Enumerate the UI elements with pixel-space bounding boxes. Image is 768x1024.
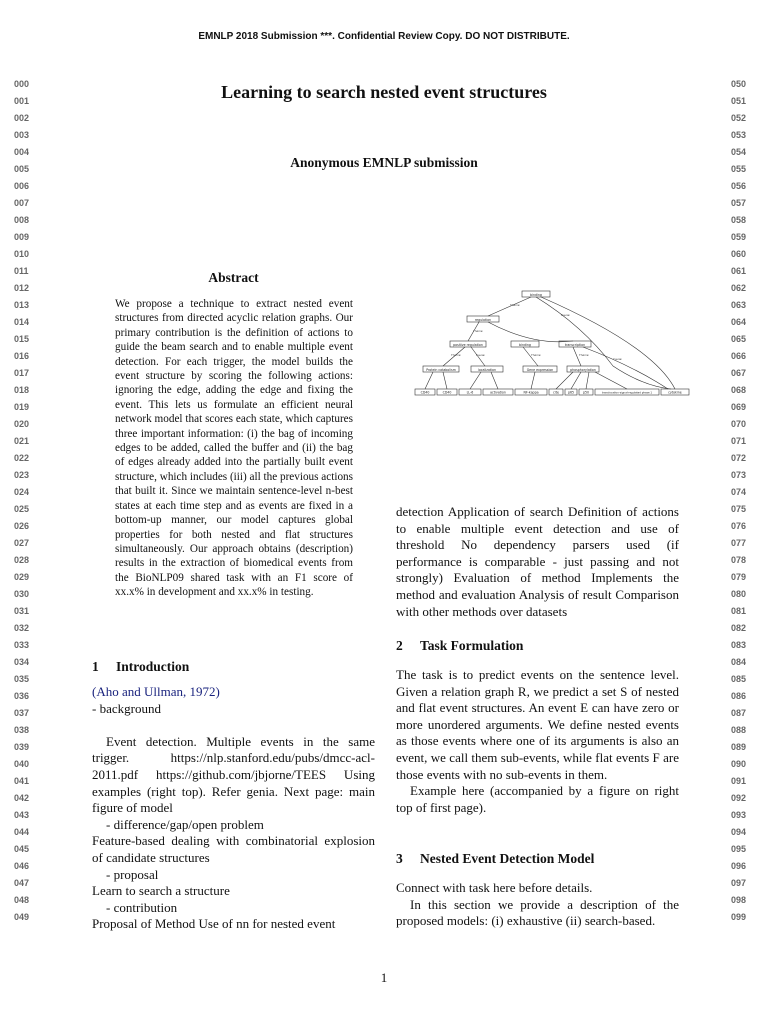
intro-line: - contribution (106, 899, 178, 915)
figure-node-label: binding (519, 342, 531, 347)
line-number: 008 (14, 215, 30, 225)
line-number: 012 (14, 283, 30, 293)
line-numbers-left (14, 76, 48, 926)
line-number: 076 (731, 521, 747, 531)
line-number: 097 (731, 878, 747, 888)
line-number: 040 (14, 759, 30, 769)
figure-node-label: transcription (564, 342, 586, 347)
line-number: 023 (14, 470, 30, 480)
line-number: 071 (731, 436, 747, 446)
figure-edge (595, 372, 627, 389)
line-number: 067 (731, 368, 747, 378)
figure-edge-label: Theme (473, 329, 483, 333)
section-title: Introduction (116, 659, 190, 674)
section-heading-model (396, 851, 594, 867)
line-number: 033 (14, 640, 30, 650)
figure-node-label: binding (530, 292, 542, 297)
line-number: 094 (731, 827, 747, 837)
line-number: 053 (731, 130, 747, 140)
line-number: 074 (731, 487, 747, 497)
line-number: 025 (14, 504, 30, 514)
line-number: 092 (731, 793, 747, 803)
line-number: 017 (14, 368, 30, 378)
line-number: 018 (14, 385, 30, 395)
line-number: 089 (731, 742, 747, 752)
line-number: 066 (731, 351, 747, 361)
line-number: 027 (14, 538, 30, 548)
line-number: 002 (14, 113, 30, 123)
line-number: 005 (14, 164, 30, 174)
intro-line: Feature-based dealing with combinatorial explosion of candidate structures (92, 833, 375, 865)
figure-node-label: regulation (474, 317, 492, 322)
line-number: 030 (14, 589, 30, 599)
figure-token-label: cytokine (668, 390, 682, 395)
line-number: 087 (731, 708, 747, 718)
figure-edge (470, 372, 481, 389)
figure-node-label: phosphorylation (570, 367, 596, 372)
line-numbers-right (731, 76, 765, 926)
line-number: 098 (731, 895, 747, 905)
line-number: 043 (14, 810, 30, 820)
figure-token-label: LL-6 (466, 390, 474, 395)
line-number: 068 (731, 385, 747, 395)
line-number: 001 (14, 96, 30, 106)
page-number: 1 (380, 970, 388, 985)
line-number: 026 (14, 521, 30, 531)
figure-edge-label: Cause (561, 313, 570, 317)
line-number: 038 (14, 725, 30, 735)
line-number: 003 (14, 130, 30, 140)
line-number: 055 (731, 164, 747, 174)
figure-edge (586, 372, 589, 389)
figure-edge (491, 372, 498, 389)
intro-line: - proposal (106, 866, 159, 882)
line-number: 028 (14, 555, 30, 565)
line-number: 037 (14, 708, 30, 718)
line-number: 077 (731, 538, 747, 548)
line-number: 016 (14, 351, 30, 361)
line-number: 054 (731, 147, 747, 157)
figure-node-label: positive regulation (453, 342, 483, 347)
figure-node-label: Protein catabolism (426, 367, 456, 372)
line-number: 058 (731, 215, 747, 225)
figure-token-label: NF-kappa (523, 390, 539, 395)
line-number: 088 (731, 725, 747, 735)
line-number: 034 (14, 657, 30, 667)
line-number: 007 (14, 198, 30, 208)
line-number: 044 (14, 827, 30, 837)
figure-edge (488, 322, 573, 342)
line-number: 057 (731, 198, 747, 208)
section-number: 3 (396, 851, 403, 866)
line-number: 048 (14, 895, 30, 905)
figure-edge-label: Theme (579, 353, 589, 357)
figure-edge-label: Theme (451, 353, 461, 357)
line-number: 045 (14, 844, 30, 854)
line-number: 062 (731, 283, 747, 293)
line-number: 049 (14, 912, 30, 922)
line-number: 064 (731, 317, 747, 327)
figure-token-label: activation (490, 390, 506, 395)
line-number: 009 (14, 232, 30, 242)
line-number: 019 (14, 402, 30, 412)
line-number: 015 (14, 334, 30, 344)
line-number: 013 (14, 300, 30, 310)
line-number: 032 (14, 623, 30, 633)
line-number: 078 (731, 555, 747, 565)
figure-node-label: Gene expression (526, 367, 554, 372)
abstract-text: We propose a technique to extract nested event structures from directed acyclic relation graphs. Our primary contribution is the definition of actions to guide the beam search and to enable multiple event detection. For each trigger, the model builds the event structure by scoring the following actions: ignoring the edge, adding the edge and fixing the event. This lets us formulate an efficient neural network model that scores each state, which captures three important information: (i) the bag of incoming edges to be added, called the buffer and (ii) the bag of edges already added into the partially built event structure, which includes (iii) all the previous actions that built it. Since we maintain sentence-level n-best states at each time step and as events are fixed in a bottom-up manner, our model captures global properties for both nested and flat structures simultaneously. Our approach obtains (description) results in the extraction of biomedical events from the BioNLP09 shared task with an F1 score of xx.x% in development and xx.x% in testing. (115, 298, 353, 599)
figure-token-label: CD40 (420, 390, 430, 395)
model-body (396, 880, 679, 930)
figure-token-label: CD40 (442, 390, 452, 395)
line-number: 095 (731, 844, 747, 854)
intro-line: Proposal of Method Use of nn for nested event (92, 916, 336, 932)
figure-token-label: cite (553, 390, 559, 395)
line-number: 099 (731, 912, 747, 922)
line-number: 011 (14, 266, 29, 276)
line-number: 090 (731, 759, 747, 769)
section-title: Task Formulation (420, 638, 524, 653)
figure-edge (531, 372, 535, 389)
figure-edge (541, 297, 675, 389)
line-number: 084 (731, 657, 747, 667)
line-number: 036 (14, 691, 30, 701)
model-paragraph: In this section we provide a description of the proposed models: (i) exhaustive (ii) search-based. (396, 896, 679, 929)
section-number: 2 (396, 638, 403, 653)
figure-token-label: p65 (567, 390, 575, 395)
line-number: 020 (14, 419, 30, 429)
figure-edge (556, 372, 573, 389)
citation-link[interactable]: (Aho and Ullman, 1972) (92, 684, 220, 699)
line-number: 031 (14, 606, 30, 616)
line-number: 080 (731, 589, 747, 599)
line-number: 014 (14, 317, 30, 327)
section-number: 1 (92, 659, 99, 674)
line-number: 065 (731, 334, 747, 344)
figure-edge (536, 297, 671, 389)
line-number: 022 (14, 453, 30, 463)
line-number: 046 (14, 861, 30, 871)
figure-edge (571, 372, 581, 389)
line-number: 072 (731, 453, 747, 463)
figure-node-label: localization (477, 367, 497, 372)
line-number: 061 (731, 266, 747, 276)
task-paragraph: The task is to predict events on the sentence level. Given a relation graph R, we predict a set S of nested and flat event structures. An event E can have zero or more unordered arguments. We define nested events as those events where one of its arguments is also an event, we call them sub-events, while flat events F are those events with no sub-events in them. (396, 667, 679, 782)
line-number: 086 (731, 691, 747, 701)
line-number: 004 (14, 147, 30, 157)
event-structure-figure (413, 286, 691, 402)
task-paragraph: Example here (accompanied by a figure on right top of first page). (396, 783, 679, 815)
line-number: 010 (14, 249, 30, 259)
line-number: 059 (731, 232, 747, 242)
figure-edge (425, 372, 433, 389)
line-number: 082 (731, 623, 747, 633)
page-header: EMNLP 2018 Submission ***. Confidential Review Copy. DO NOT DISTRIBUTE. (198, 31, 570, 42)
line-number: 083 (731, 640, 747, 650)
line-number: 021 (14, 436, 30, 446)
figure-token-label: translocation-signal-regulated phase 1 (601, 391, 653, 395)
abstract-heading: Abstract (208, 270, 259, 285)
figure-token-label: p50 (582, 390, 590, 395)
line-number: 051 (731, 96, 747, 106)
task-formulation-body (396, 667, 679, 816)
section-heading-task-formulation (396, 638, 523, 654)
section-heading-introduction (92, 659, 189, 675)
intro-line: - background (92, 700, 161, 716)
line-number: 041 (14, 776, 30, 786)
figure-edge (443, 372, 447, 389)
line-number: 042 (14, 793, 30, 803)
intro-line: - difference/gap/open problem (106, 816, 264, 832)
figure-edge-label: Cause (613, 357, 622, 361)
line-number: 085 (731, 674, 747, 684)
line-number: 093 (731, 810, 747, 820)
line-number: 035 (14, 674, 30, 684)
line-number: 000 (14, 79, 30, 89)
line-number: 091 (731, 776, 747, 786)
line-number: 029 (14, 572, 30, 582)
figure-edge-label: Cause (476, 353, 485, 357)
intro-line: Learn to search a structure (92, 883, 230, 899)
line-number: 073 (731, 470, 747, 480)
line-number: 039 (14, 742, 30, 752)
line-number: 069 (731, 402, 747, 412)
introduction-body (92, 684, 375, 933)
line-number: 056 (731, 181, 747, 191)
line-number: 063 (731, 300, 747, 310)
paper-authors: Anonymous EMNLP submission (290, 155, 478, 170)
line-number: 024 (14, 487, 30, 497)
intro-paragraph: Event detection. Multiple events in the same trigger. https://nlp.stanford.edu/pubs/dmcc-acl-2011.pdf https://github.com/jbjorne/TEES Using examples (right top). Refer genia. Next page: main figure of model (92, 733, 375, 816)
line-number: 075 (731, 504, 747, 514)
intro-continuation-paragraph: detection Application of search Definition of actions to enable multiple event detection and use of threshold No dependency parsers used (if performance is comparable - just passing and not strongly) Evaluation of method Implements the method and evaluation Analysis of result Comparison with other methods over datasets (396, 504, 679, 619)
section-title: Nested Event Detection Model (420, 851, 595, 866)
line-number: 052 (731, 113, 747, 123)
paper-title: Learning to search nested event structures (221, 82, 547, 102)
intro-continuation (396, 504, 679, 620)
model-paragraph: Connect with task here before details. (396, 880, 593, 895)
line-number: 070 (731, 419, 747, 429)
line-number: 096 (731, 861, 747, 871)
figure-edge-label: Theme (510, 303, 520, 307)
line-number: 081 (731, 606, 747, 616)
line-number: 006 (14, 181, 30, 191)
line-number: 079 (731, 572, 747, 582)
line-number: 050 (731, 79, 747, 89)
figure-edge-label: Theme (531, 353, 541, 357)
line-number: 047 (14, 878, 30, 888)
line-number: 060 (731, 249, 747, 259)
